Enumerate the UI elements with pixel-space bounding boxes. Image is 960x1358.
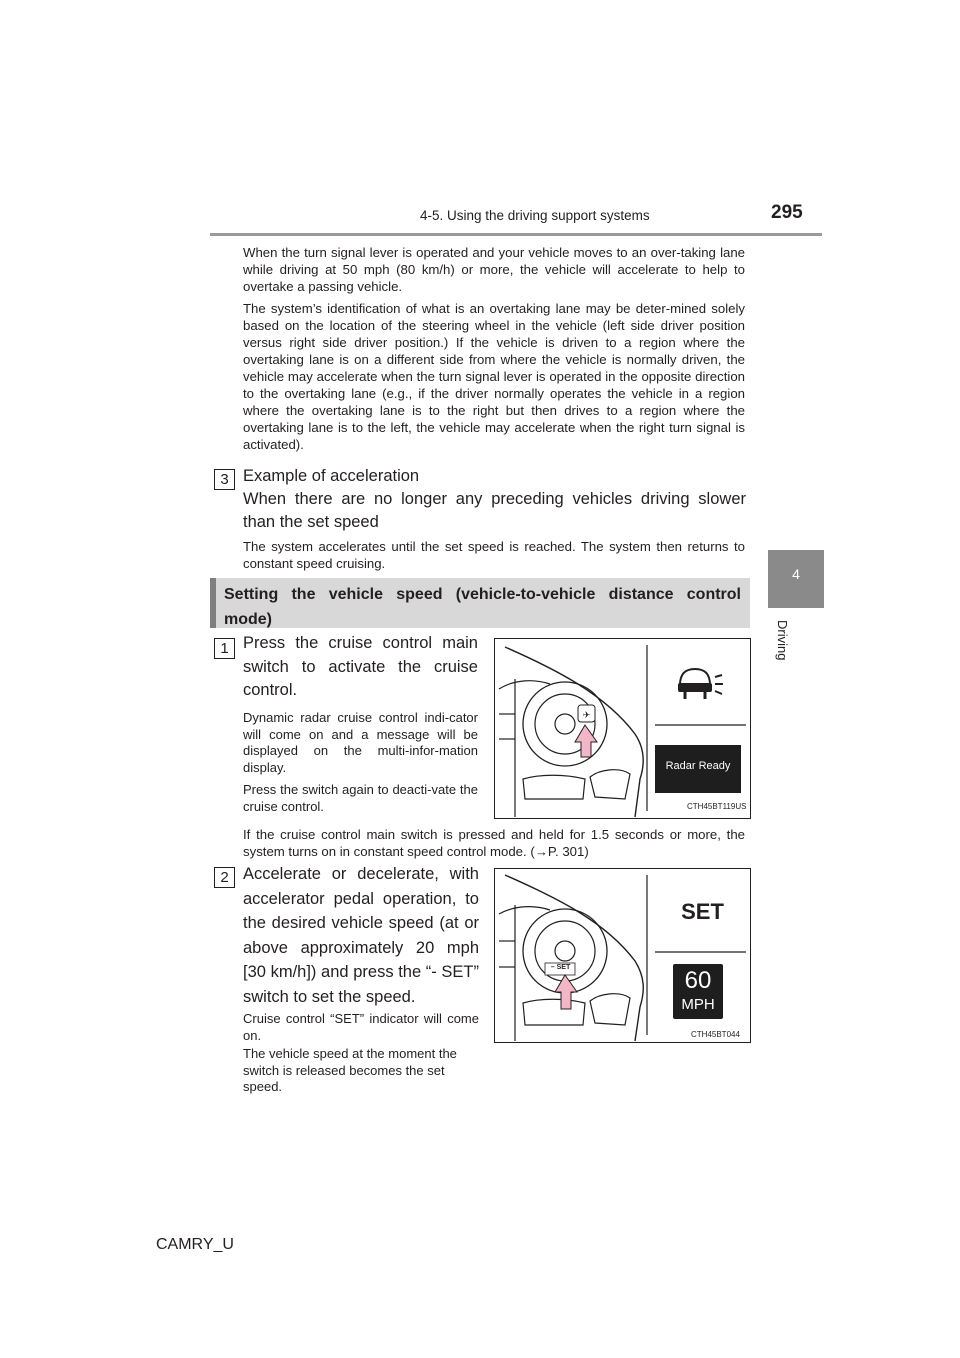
header-section-title: 4-5. Using the driving support systems: [420, 208, 650, 223]
step1-line1: Press the cruise control main: [243, 634, 478, 652]
step-badge-3: 3: [214, 469, 235, 490]
step1-heading: [243, 632, 478, 703]
step1-line2: switch to activate the cruise: [243, 657, 478, 676]
step2-note-indicator: Cruise control “SET” indicator will come on.: [243, 1011, 479, 1043]
step2-heading: [243, 862, 479, 1009]
item3-title-line2: When there are no longer any preceding vehicles driving slower: [243, 490, 746, 508]
footer-model: CAMRY_U: [156, 1236, 234, 1253]
section-title: [224, 582, 741, 632]
step2-line1: Accelerate or decelerate, with: [243, 865, 479, 883]
set-indicator: SET: [681, 899, 724, 924]
svg-text:✈: ✈: [582, 711, 591, 721]
figure1-code: CTH45BT119US: [687, 802, 747, 811]
section-title-line2: mode): [224, 611, 272, 628]
paragraph-identification: The system’s identification of what is an overtaking lane may be deter-mined solely based on the location of the steering wheel in the vehicle (left side driver position versus right side driver position.) If the vehicle is driven to a region where the overtaking lane is on a different side from where the vehicle is normally driven, the vehicle may accelerate when the turn signal lever is operated in the opposite direction to the overtaking lane (e.g., if the driver normally operates the vehicle in a region where the overtaking lane is to the right but then drives to a region where the overtaking lane is to the left, the vehicle may accelerate when the right turn signal is activated).: [243, 301, 745, 452]
steering-switch-illustration: [495, 639, 750, 818]
chapter-label: Driving: [775, 620, 790, 661]
item3-title-line3: than the set speed: [243, 513, 379, 531]
step2-line3: the desired vehicle speed (at or: [243, 914, 479, 932]
set-switch-label: – SET: [550, 964, 571, 971]
figure2-code: CTH45BT044: [691, 1030, 740, 1039]
figure-set-switch: [494, 868, 751, 1043]
step2-line6: switch to set the speed.: [243, 987, 416, 1006]
paragraph-overtake: When the turn signal lever is operated and your vehicle moves to an over-taking lane while driving at 50 mph (80 km/h) or more, the vehicle will accelerate to help to overtake a passing vehicle.: [243, 245, 745, 294]
set-switch-illustration: [495, 869, 750, 1042]
step1-note-indicator: Dynamic radar cruise control indi-cator will come on and a message will be displayed on the multi-infor-mation display.: [243, 710, 478, 775]
section-title-line1: Setting the vehicle speed (vehicle-to-vehicle distance control: [224, 586, 741, 603]
step2-line4: above approximately 20 mph: [243, 938, 479, 957]
step-badge-1: 1: [214, 638, 235, 659]
page-number: 295: [771, 202, 803, 223]
speed-value: 60: [684, 967, 712, 994]
step-badge-2: 2: [214, 867, 235, 888]
figure-main-switch: [494, 638, 751, 819]
step2-line2: accelerator pedal operation, to: [243, 889, 479, 908]
item3-heading: [243, 465, 746, 534]
step1-line3: control.: [243, 681, 298, 699]
step2-line5: [30 km/h]) and press the “- SET”: [243, 963, 479, 981]
step1-note-hold: If the cruise control main switch is pressed and held for 1.5 seconds or more, the system turns on in constant speed control mode. (→P. 301): [243, 827, 745, 859]
radar-cruise-icon: [678, 669, 723, 699]
header-rule: [210, 233, 822, 236]
step2-note-speed: The vehicle speed at the moment the switch is released becomes the set speed.: [243, 1046, 457, 1094]
speed-unit: MPH: [681, 996, 715, 1013]
item3-title-line1: Example of acceleration: [243, 467, 420, 485]
item3-text: The system accelerates until the set speed is reached. The system then returns to constant speed cruising.: [243, 539, 745, 571]
chapter-number: 4: [792, 566, 800, 582]
radar-ready-message: Radar Ready: [665, 760, 731, 772]
step1-note-deactivate: Press the switch again to deacti-vate the cruise control.: [243, 782, 478, 814]
